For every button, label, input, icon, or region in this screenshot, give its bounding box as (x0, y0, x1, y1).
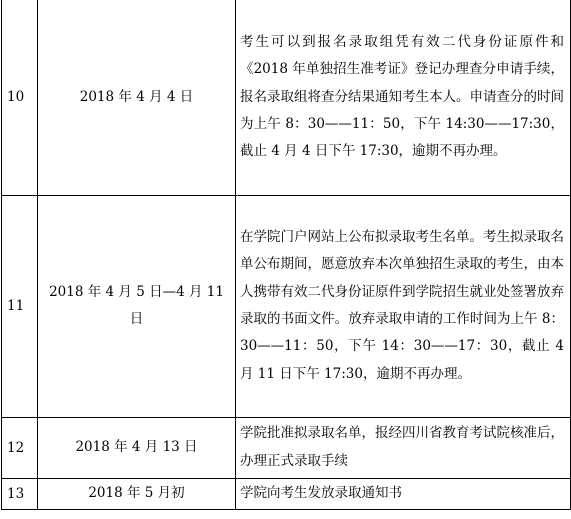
table-row (2, 478, 571, 509)
row-date: 2018 年 4 月 13 日 (38, 417, 236, 478)
row-description: 学院向考生发放录取通知书 (236, 478, 571, 509)
row-date: 2018 年 5 月初 (38, 478, 236, 509)
row-number: 13 (2, 478, 38, 509)
row-description: 考生可以到报名录取组凭有效二代身份证原件和《2018 年单独招生准考证》登记办理查分申请手续，报名录取组将查分结果通知考生本人。申请查分的时间为上午 8：30——11：50，下午 14:30——17:30，截止 4 月 4 日下午 17:30，逾期不再办理。 (236, 0, 571, 195)
table-row (2, 195, 571, 417)
row-description: 在学院门户网站上公布拟录取考生名单。考生拟录取名单公布期间，愿意放弃本次单独招生录取的考生，由本人携带有效二代身份证原件到学院招生就业处签署放弃录取的书面文件。放弃录取申请的工作时间为上午 8：30——11：50，下午 14：30——17：30，截止 4 月 11 日下午 17:30，逾期不再办理。 (236, 195, 571, 417)
row-description: 学院批准拟录取名单，报经四川省教育考试院核准后，办理正式录取手续 (236, 417, 571, 478)
row-date: 2018 年 4 月 4 日 (38, 0, 236, 195)
table-row (2, 0, 571, 195)
row-number: 10 (2, 0, 38, 195)
schedule-table (1, 0, 571, 510)
row-date: 2018 年 4 月 5 日—4 月 11 日 (38, 195, 236, 417)
table-row (2, 417, 571, 478)
row-number: 12 (2, 417, 38, 478)
row-number: 11 (2, 195, 38, 417)
